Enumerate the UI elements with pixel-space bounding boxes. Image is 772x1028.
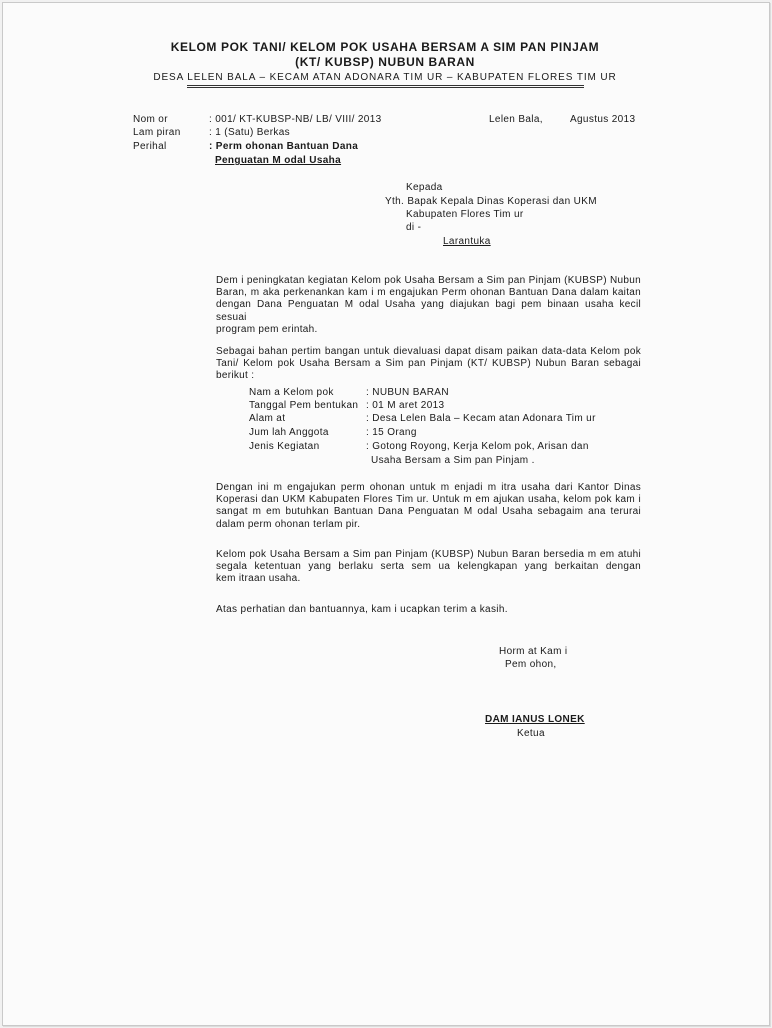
letterhead-title: KELOM POK TANI/ KELOM POK USAHA BERSAM A SIM PAN PINJAM [170,40,600,54]
letterhead-address: DESA LELEN BALA – KECAM ATAN ADONARA TIM UR – KABUPATEN FLORES TIM UR [153,72,617,83]
detail-value-cont: Usaha Bersam a Sim pan Pinjam . [371,455,535,466]
nomor-label: Nom or [133,114,168,125]
text-line: program pem erintah. [216,323,318,335]
paragraph-thanks: Atas perhatian dan bantuannya, kam i ucapkan terim a kasih. [216,604,508,615]
text-line: dengan Dana Penguatan M odal Usaha yang diajukan bagi pem binaan usaha kecil sesuai [216,299,641,323]
recipient-city: Larantuka [443,236,491,247]
text-line: Kelom pok Usaha Bersam a Sim pan Pinjam (KUBSP) Nubun Baran bersedia m em atuhi [216,549,641,560]
paragraph-data-intro [216,346,641,383]
detail-label: Nam a Kelom pok [249,387,334,398]
text-line: kem itraan usaha. [216,573,301,585]
perihal-value-cont: Penguatan M odal Usaha [215,155,342,166]
nomor-value: : 001/ KT-KUBSP-NB/ LB/ VIII/ 2013 [209,114,382,125]
signatory-title: Ketua [517,728,545,739]
text-line: Dengan ini m engajukan perm ohonan untuk m enjadi m itra usaha dari Kantor Dinas [216,482,641,493]
recipient-kepada: Kepada [406,182,443,193]
recipient-region: Kabupaten Flores Tim ur [406,209,524,220]
text-line: dalam perm ohonan terlam pir. [216,518,361,530]
text-line: segala ketentuan yang berlaku serta sem ua kelengkapan yang berkaitan dengan [216,561,641,573]
letterhead-rule-top [187,85,584,86]
recipient-di: di - [406,222,422,233]
lampiran-value: : 1 (Satu) Berkas [209,127,290,138]
detail-value: : Gotong Royong, Kerja Kelom pok, Arisan dan [366,441,589,452]
paragraph-commitment [216,549,641,586]
text-line: berikut : [216,370,255,382]
closing-regards: Horm at Kam i [499,646,568,657]
detail-value: : 01 M aret 2013 [366,400,445,411]
text-line: Sebagai bahan pertim bangan untuk dievaluasi dapat disam paikan data-data Kelom pok [216,346,641,357]
recipient-name: Yth. Bapak Kepala Dinas Koperasi dan UKM [385,196,597,207]
letter-date: Agustus 2013 [570,114,636,125]
signatory-name: DAM IANUS LONEK [485,714,585,725]
perihal-value: : Perm ohonan Bantuan Dana [209,141,359,152]
text-line: Koperasi dan UKM Kabupaten Flores Tim ur. Untuk m em ajukan usaha, kelom pok kam i [216,494,641,506]
letterhead-rule-bottom [187,87,584,88]
detail-value: : NUBUN BARAN [366,387,449,398]
letterhead-subtitle: (KT/ KUBSP) NUBUN BARAN [295,55,475,69]
text-line: sangat m em butuhkan Bantuan Dana Penguatan M odal Usaha sebagaim ana terurai [216,506,641,518]
detail-label: Jenis Kegiatan [249,441,320,452]
detail-label: Jum lah Anggota [249,427,329,438]
paragraph-intro [216,275,641,336]
perihal-label: Perihal [133,141,167,152]
detail-label: Tanggal Pem bentukan [249,400,359,411]
detail-value: : Desa Lelen Bala – Kecam atan Adonara Tim ur [366,413,596,424]
text-line: Dem i peningkatan kegiatan Kelom pok Usaha Bersam a Sim pan Pinjam (KUBSP) Nubun [216,275,641,286]
text-line: Baran, m aka perkenankan kam i m engajukan Perm ohonan Bantuan Dana dalam kaitan [216,287,641,299]
closing-applicant: Pem ohon, [505,659,557,670]
paragraph-request [216,482,641,531]
lampiran-label: Lam piran [133,127,181,138]
text-line: Tani/ Kelom pok Usaha Bersam a Sim pan Pinjam (KT/ KUBSP) Nubun Baran sebagai [216,358,641,370]
detail-value: : 15 Orang [366,427,417,438]
letter-place: Lelen Bala, [489,114,543,125]
detail-label: Alam at [249,413,286,424]
